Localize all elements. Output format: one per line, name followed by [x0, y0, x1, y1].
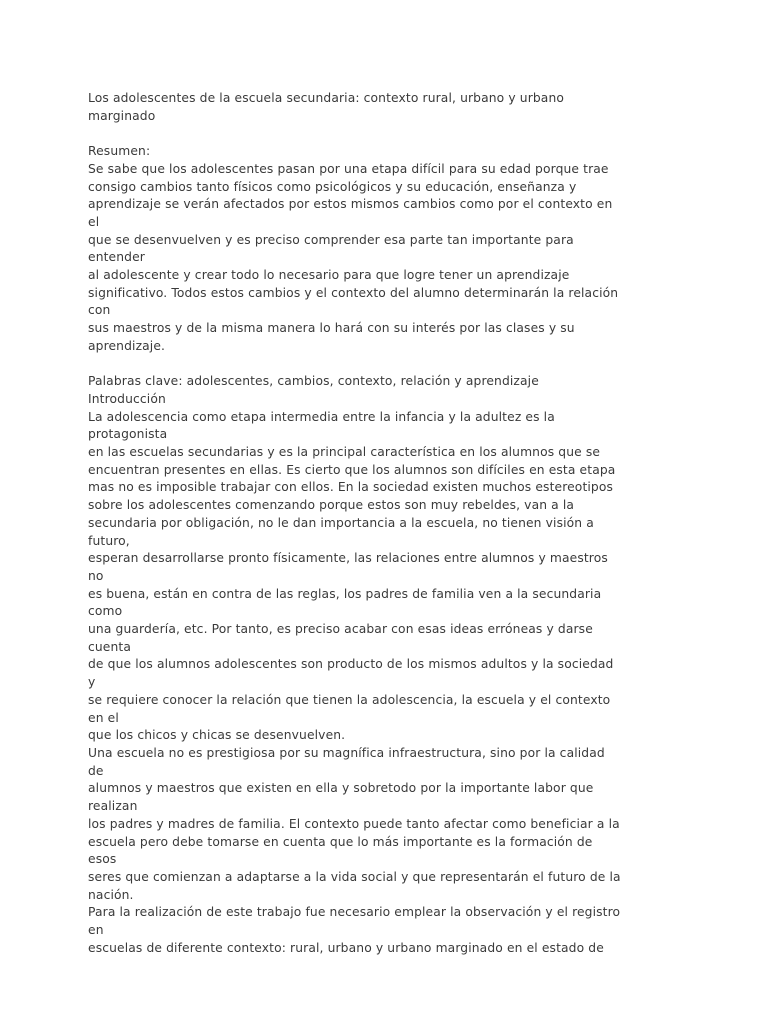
text-line: es buena, están en contra de las reglas, los padres de familia ven a la secundaria — [88, 586, 602, 601]
text-line: escuela pero debe tomarse en cuenta que lo más importante es la formación de — [88, 834, 593, 849]
text-line: y — [88, 675, 96, 690]
text-line: sobre los adolescentes comenzando porque estos son muy rebeldes, van a la — [88, 498, 575, 513]
text-line: Para la realización de este trabajo fue necesario emplear la observación y el registro — [88, 905, 621, 920]
text-line: mas no es imposible trabajar con ellos. En la sociedad existen muchos estereotipos — [88, 480, 614, 495]
text-line: Resumen: — [88, 144, 151, 159]
text-line: marginado — [88, 108, 156, 123]
text-line: entender — [88, 250, 145, 265]
text-line: no — [88, 568, 104, 583]
text-line: en el — [88, 710, 119, 725]
text-line: consigo cambios tanto físicos como psicológicos y su educación, enseñanza y — [88, 179, 577, 194]
text-line: esperan desarrollarse pronto físicamente, las relaciones entre alumnos y maestros — [88, 551, 608, 566]
text-line: que se desenvuelven y es preciso comprender esa parte tan importante para — [88, 232, 574, 247]
text-line: en las escuelas secundarias y es la principal característica en los alumnos que se — [88, 445, 601, 460]
text-line: escuelas de diferente contexto: rural, urbano y urbano marginado en el estado de — [88, 940, 604, 955]
text-line: aprendizaje. — [88, 338, 166, 353]
text-line: aprendizaje se verán afectados por estos mismos cambios como por el contexto en — [88, 197, 613, 212]
text-line: Una escuela no es prestigiosa por su magnífica infraestructura, sino por la calidad — [88, 745, 605, 760]
text-line: Palabras clave: adolescentes, cambios, contexto, relación y aprendizaje — [88, 374, 539, 389]
text-line: el — [88, 214, 100, 229]
text-line: protagonista — [88, 427, 168, 442]
text-line: esos — [88, 852, 117, 867]
text-line: con — [88, 303, 111, 318]
text-line: secundaria por obligación, no le dan importancia a la escuela, no tienen visión a — [88, 515, 594, 530]
text-line: en — [88, 923, 104, 938]
text-line: cuenta — [88, 639, 132, 654]
text-line: Se sabe que los adolescentes pasan por una etapa difícil para su edad porque trae — [88, 161, 609, 176]
text-line: encuentran presentes en ellas. Es cierto que los alumnos son difíciles en esta etapa — [88, 462, 616, 477]
text-line: La adolescencia como etapa intermedia entre la infancia y la adultez es la — [88, 409, 555, 424]
text-line: seres que comienzan a adaptarse a la vida social y que representarán el futuro de la — [88, 869, 621, 884]
text-line: sus maestros y de la misma manera lo hará con su interés por las clases y su — [88, 321, 575, 336]
text-line: significativo. Todos estos cambios y el contexto del alumno determinarán la relación — [88, 285, 619, 300]
text-line: una guardería, etc. Por tanto, es preciso acabar con esas ideas erróneas y darse — [88, 622, 593, 637]
text-line: realizan — [88, 799, 138, 814]
text-line: al adolescente y crear todo lo necesario para que logre tener un aprendizaje — [88, 268, 570, 283]
text-line: se requiere conocer la relación que tienen la adolescencia, la escuela y el contexto — [88, 692, 611, 707]
text-line: futuro, — [88, 533, 130, 548]
document-text-body — [88, 90, 698, 957]
text-line: como — [88, 604, 123, 619]
paragraph-spacer — [88, 125, 698, 143]
text-line: de — [88, 763, 104, 778]
text-line: Los adolescentes de la escuela secundaria: contexto rural, urbano y urbano — [88, 91, 565, 105]
text-line: Introducción — [88, 391, 166, 406]
text-line: los padres y madres de familia. El contexto puede tanto afectar como beneficiar a la — [88, 816, 620, 831]
text-line: nación. — [88, 887, 134, 902]
text-line: de que los alumnos adolescentes son producto de los mismos adultos y la sociedad — [88, 657, 614, 672]
paragraph-spacer — [88, 356, 698, 374]
text-line: que los chicos y chicas se desenvuelven. — [88, 728, 346, 743]
text-line: alumnos y maestros que existen en ella y sobretodo por la importante labor que — [88, 781, 594, 796]
